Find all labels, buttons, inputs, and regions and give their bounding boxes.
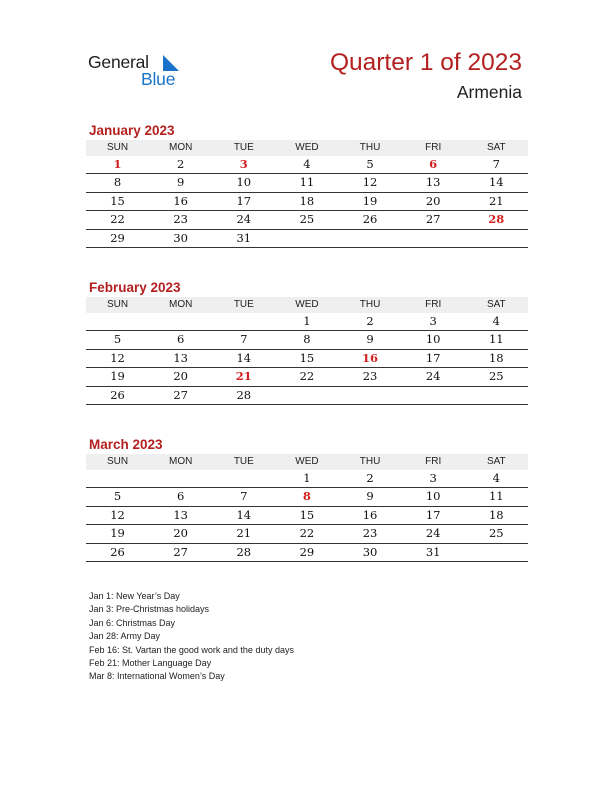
- day-cell: 21: [235, 369, 252, 384]
- weekday-label: WED: [295, 299, 319, 310]
- empty-day-cell: [275, 230, 338, 247]
- generalblue-logo: [88, 52, 198, 92]
- day-cell: 4: [303, 157, 311, 171]
- day-cell: 11: [488, 332, 504, 347]
- weekday-label: SUN: [107, 142, 129, 153]
- day-cell: 12: [110, 507, 125, 522]
- day-cell: 20: [173, 369, 188, 384]
- day-cell: 24: [425, 526, 441, 541]
- day-cell: 25: [488, 369, 504, 384]
- day-cell: 26: [362, 212, 378, 227]
- logo-general-text: General: [88, 52, 149, 72]
- day-cell: 13: [173, 507, 188, 522]
- day-cell: 2: [177, 157, 185, 171]
- holiday-note: Mar 8: International Women’s Day: [89, 671, 225, 682]
- weekday-label: TUE: [233, 299, 254, 310]
- weekday-label: TUE: [233, 456, 254, 467]
- day-cell: 6: [429, 157, 438, 171]
- empty-day-cell: [86, 313, 149, 330]
- week-row: [86, 174, 528, 192]
- logo-blue-text: Blue: [141, 69, 176, 89]
- day-cell: 30: [173, 230, 188, 245]
- day-cell: 21: [488, 193, 504, 208]
- day-cell: 12: [110, 350, 125, 365]
- day-cell: 13: [425, 175, 441, 190]
- day-cell: 20: [173, 526, 188, 541]
- week-row: [86, 525, 528, 543]
- empty-day-cell: [212, 470, 275, 487]
- day-cell: 12: [362, 175, 378, 190]
- week-row: [86, 470, 528, 488]
- day-cell: 27: [173, 544, 188, 559]
- weekday-label: THU: [359, 456, 381, 467]
- day-cell: 9: [366, 489, 374, 504]
- day-cell: 5: [366, 157, 374, 171]
- weekday-label: SAT: [486, 299, 506, 310]
- day-cell: 29: [110, 230, 125, 245]
- day-cell: 22: [299, 526, 315, 541]
- weekday-label: SAT: [486, 142, 506, 153]
- holiday-notes: [89, 590, 294, 684]
- week-row: [86, 488, 528, 506]
- empty-day-cell: [339, 387, 402, 404]
- day-cell: 3: [239, 157, 248, 171]
- week-row: [86, 230, 528, 248]
- day-cell: 28: [236, 544, 252, 559]
- country-name: Armenia: [456, 82, 522, 102]
- empty-day-cell: [149, 470, 212, 487]
- holiday-note: Feb 16: St. Vartan the good work and the duty days: [89, 644, 294, 655]
- week-row: [86, 544, 528, 562]
- day-cell: 1: [303, 471, 311, 485]
- day-cell: 19: [362, 193, 378, 208]
- month-title: February 2023: [89, 280, 181, 295]
- month-calendar: [86, 279, 528, 405]
- week-row: [86, 156, 528, 174]
- weekday-label: FRI: [425, 142, 442, 153]
- weekday-label: SUN: [107, 456, 129, 467]
- day-cell: 30: [362, 544, 378, 559]
- day-cell: 2: [366, 471, 374, 485]
- day-cell: 21: [236, 526, 252, 541]
- day-cell: 22: [299, 369, 315, 384]
- day-cell: 27: [425, 212, 441, 227]
- weekday-label: MON: [169, 299, 193, 310]
- empty-day-cell: [402, 387, 465, 404]
- weekday-label: MON: [169, 456, 193, 467]
- week-row: [86, 193, 528, 211]
- day-cell: 6: [177, 332, 185, 347]
- day-cell: 11: [299, 175, 315, 190]
- day-cell: 25: [299, 212, 315, 227]
- holiday-note: Jan 28: Army Day: [89, 631, 161, 642]
- day-cell: 14: [488, 175, 504, 190]
- day-cell: 23: [173, 212, 188, 227]
- day-cell: 24: [425, 369, 441, 384]
- empty-day-cell: [149, 313, 212, 330]
- day-cell: 16: [362, 507, 378, 522]
- day-cell: 26: [110, 387, 125, 402]
- week-row: [86, 313, 528, 331]
- empty-day-cell: [402, 230, 465, 247]
- empty-day-cell: [465, 230, 528, 247]
- day-cell: 4: [492, 314, 500, 328]
- day-cell: 17: [425, 507, 441, 522]
- day-cell: 1: [303, 314, 311, 328]
- day-cell: 17: [236, 193, 252, 208]
- day-cell: 15: [299, 507, 315, 522]
- day-cell: 9: [177, 175, 185, 190]
- day-cell: 28: [488, 212, 505, 227]
- day-cell: 3: [429, 314, 437, 328]
- weekday-label: WED: [295, 456, 319, 467]
- day-cell: 7: [240, 332, 248, 347]
- weekday-header-row: [86, 140, 528, 156]
- holiday-note: Feb 21: Mother Language Day: [89, 658, 212, 669]
- empty-day-cell: [339, 230, 402, 247]
- holiday-note: Jan 3: Pre-Christmas holidays: [89, 604, 210, 615]
- day-cell: 18: [299, 193, 315, 208]
- week-row: [86, 331, 528, 349]
- day-cell: 8: [113, 175, 122, 190]
- day-cell: 10: [236, 175, 252, 190]
- day-cell: 7: [492, 157, 500, 171]
- day-cell: 20: [425, 193, 441, 208]
- day-cell: 6: [177, 489, 185, 504]
- empty-day-cell: [275, 387, 338, 404]
- day-cell: 8: [302, 489, 311, 504]
- week-row: [86, 211, 528, 229]
- day-cell: 14: [236, 350, 252, 365]
- day-cell: 15: [299, 350, 315, 365]
- day-cell: 29: [299, 544, 315, 559]
- day-cell: 31: [425, 544, 441, 559]
- day-cell: 27: [173, 387, 188, 402]
- day-cell: 16: [173, 193, 188, 208]
- day-cell: 18: [488, 507, 504, 522]
- day-cell: 3: [429, 471, 437, 485]
- day-cell: 1: [113, 157, 122, 171]
- month-calendar: [86, 436, 528, 562]
- week-row: [86, 350, 528, 368]
- weekday-label: FRI: [425, 456, 442, 467]
- month-title: January 2023: [89, 123, 175, 138]
- weekday-header-row: [86, 454, 528, 470]
- empty-day-cell: [212, 313, 275, 330]
- day-cell: 25: [488, 526, 504, 541]
- weekday-label: FRI: [425, 299, 442, 310]
- day-cell: 28: [236, 387, 252, 402]
- weekday-label: SUN: [107, 299, 129, 310]
- day-cell: 5: [113, 332, 122, 347]
- day-cell: 10: [425, 332, 441, 347]
- day-cell: 23: [362, 369, 378, 384]
- week-row: [86, 507, 528, 525]
- day-cell: 15: [110, 193, 125, 208]
- holiday-note: Jan 6: Christmas Day: [89, 617, 176, 628]
- day-cell: 10: [425, 489, 441, 504]
- day-cell: 9: [366, 332, 374, 347]
- day-cell: 11: [488, 489, 504, 504]
- empty-day-cell: [465, 544, 528, 561]
- day-cell: 31: [236, 230, 252, 245]
- day-cell: 17: [425, 350, 441, 365]
- weekday-label: TUE: [233, 142, 254, 153]
- empty-day-cell: [86, 470, 149, 487]
- day-cell: 23: [362, 526, 378, 541]
- day-cell: 7: [240, 489, 248, 504]
- holiday-note: Jan 1: New Year’s Day: [89, 591, 180, 601]
- day-cell: 19: [110, 526, 125, 541]
- weekday-label: SAT: [486, 456, 506, 467]
- day-cell: 22: [110, 212, 125, 227]
- day-cell: 8: [303, 332, 311, 347]
- day-cell: 24: [236, 212, 252, 227]
- day-cell: 5: [113, 489, 122, 504]
- day-cell: 13: [173, 350, 188, 365]
- day-cell: 2: [366, 314, 374, 328]
- week-row: [86, 368, 528, 386]
- day-cell: 16: [362, 350, 379, 365]
- day-cell: 26: [110, 544, 125, 559]
- day-cell: 18: [488, 350, 504, 365]
- weekday-label: MON: [169, 142, 193, 153]
- day-cell: 19: [110, 369, 125, 384]
- empty-day-cell: [465, 387, 528, 404]
- week-row: [86, 387, 528, 405]
- month-calendar: [86, 122, 528, 248]
- weekday-label: WED: [295, 142, 319, 153]
- weekday-label: THU: [359, 142, 381, 153]
- day-cell: 14: [236, 507, 252, 522]
- weekday-label: THU: [359, 299, 381, 310]
- page-title: Quarter 1 of 2023: [329, 49, 522, 76]
- weekday-header-row: [86, 297, 528, 313]
- day-cell: 4: [492, 471, 500, 485]
- month-title: March 2023: [89, 437, 163, 452]
